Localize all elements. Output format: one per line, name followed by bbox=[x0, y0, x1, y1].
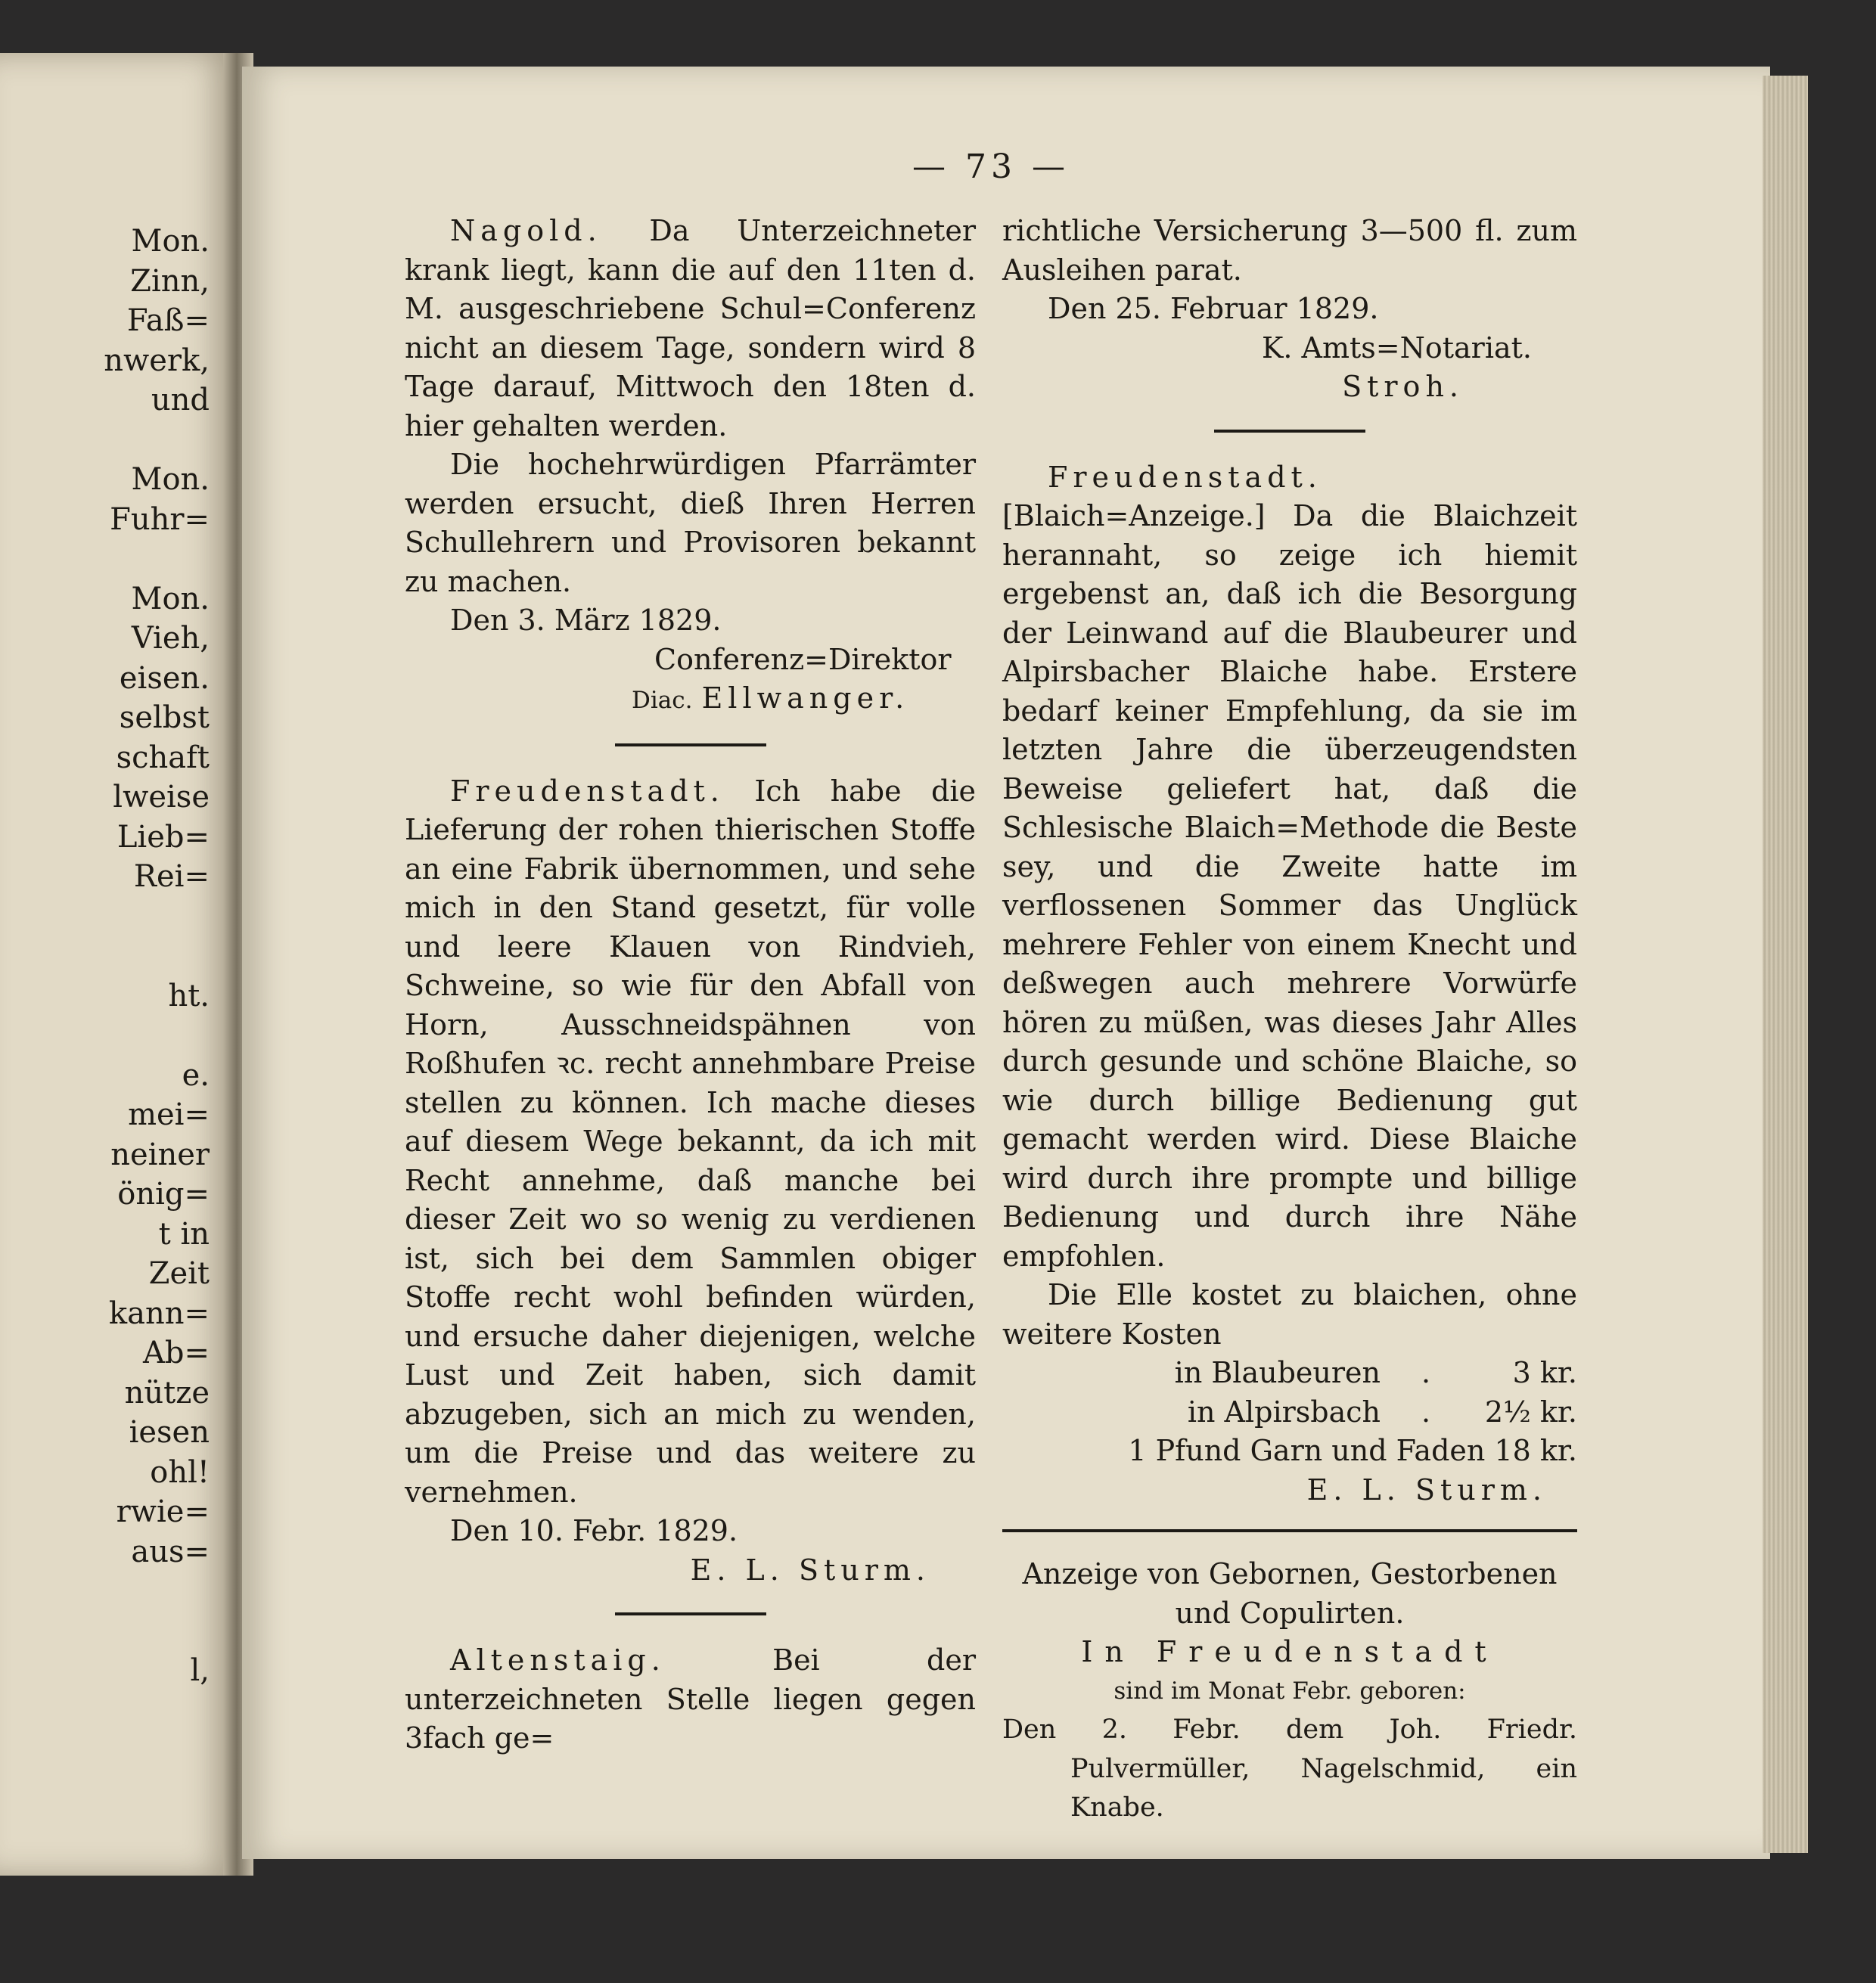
births-entry: Den 2. Febr. dem Joh. Friedr. Pulvermüller, Nagelschmid, ein Knabe. bbox=[1002, 1715, 1577, 1823]
altenstaig-notice bbox=[405, 1641, 976, 1758]
notice-paragraph: Die hochehrwürdigen Pfarrämter werden ersucht, dieß Ihren Herren Schullehrern und Provisoren bekannt zu machen. bbox=[405, 448, 976, 598]
notice-text: [Blaich=Anzeige.] Da die Blaichzeit herannaht, so zeige ich hiemit ergebenst an, daß ich die Besorgung der Leinwand auf die Blaubeurer und Alpirsbacher Blaiche habe. Erstere bedarf keiner Empfehlung, da sie im letzten Jahre die überzeugendsten Beweise geliefert hat, daß die Schlesische Blaich=Methode die Beste sey, und die Zweite hatte im verflossenen Sommer das Unglück mehrere Fehler von einem Knecht und deßwegen auch mehrere Vorwürfe hören zu müßen, was dieses Jahr Alles durch gesunde und schöne Blaiche, so wie durch billige Bedienung gut gemacht werden wird. Diese Blaiche wird durch ihre prompte und billige Bedienung und durch ihre Nähe empfohlen. bbox=[1002, 499, 1577, 1273]
price-place: in Alpirsbach bbox=[1187, 1395, 1381, 1429]
freudenstadt-notice bbox=[405, 772, 976, 1513]
notice-lead: Freudenstadt. bbox=[450, 774, 725, 808]
notice-lead: Freudenstadt. bbox=[1048, 460, 1322, 494]
left-page-fragment: nwerk, bbox=[104, 343, 210, 378]
notice-lead: Altenstaig. bbox=[450, 1643, 666, 1677]
left-page-fragment: Ab= bbox=[142, 1336, 210, 1370]
left-page-fragment: e. bbox=[182, 1057, 210, 1093]
left-page-fragment: aus= bbox=[131, 1534, 210, 1569]
signature-name: Ellwanger. bbox=[701, 681, 910, 715]
births-heading: Anzeige von Gebornen, Gestorbenen und Copulirten. bbox=[1022, 1557, 1558, 1630]
left-page-fragment: eisen. bbox=[119, 660, 210, 696]
price-dots: . bbox=[1421, 1395, 1431, 1429]
left-page-fragment: Vieh, bbox=[131, 621, 210, 656]
blaich-notice bbox=[1002, 458, 1577, 1277]
signature-name: E. L. Sturm. bbox=[1306, 1473, 1547, 1507]
left-page-fragment: kann= bbox=[108, 1296, 210, 1331]
left-page-fragment: lweise bbox=[113, 780, 210, 815]
signature-title: K. Amts=Notariat. bbox=[1261, 330, 1532, 365]
left-page-fragment: und bbox=[151, 383, 210, 417]
price-place: in Blaubeuren bbox=[1174, 1356, 1381, 1389]
signature-prefix: Diac. bbox=[632, 687, 693, 714]
left-page-fragment: ohl! bbox=[150, 1454, 210, 1490]
signature-name: E. L. Sturm. bbox=[690, 1553, 930, 1587]
notice-continuation: richtliche Versicherung 3—500 fl. zum Ausleihen parat. bbox=[1002, 214, 1577, 287]
left-page-fragment: Mon. bbox=[131, 462, 210, 497]
yarn-price: 1 Pfund Garn und Faden 18 kr. bbox=[1128, 1434, 1577, 1467]
section-divider bbox=[1002, 1529, 1577, 1532]
notice-date: Den 3. März 1829. bbox=[450, 604, 722, 637]
nagold-notice bbox=[405, 212, 976, 445]
births-place: In Freudenstadt bbox=[1081, 1635, 1499, 1668]
left-page-fragment: selbst bbox=[119, 700, 210, 735]
section-divider bbox=[615, 743, 766, 746]
left-page-fragment: rwie= bbox=[116, 1494, 210, 1529]
price-intro: Die Elle kostet zu blaichen, ohne weitere Kosten bbox=[1002, 1278, 1577, 1351]
left-page-fragment: neiner bbox=[110, 1137, 210, 1172]
births-subheading: sind im Monat Febr. geboren: bbox=[1113, 1677, 1466, 1705]
left-page-fragment: Fuhr= bbox=[110, 501, 210, 537]
left-page-fragment: schaft bbox=[116, 740, 210, 775]
signature-title: Conferenz=Direktor bbox=[654, 642, 952, 676]
left-page-fragment: Zinn, bbox=[130, 263, 210, 299]
left-column bbox=[405, 212, 976, 1758]
notice-date: Den 10. Febr. 1829. bbox=[450, 1514, 738, 1547]
left-page-fragment: Rei= bbox=[133, 859, 210, 894]
left-page-fragment: iesen bbox=[129, 1415, 210, 1450]
signature bbox=[405, 679, 976, 721]
left-page-fragment: t in bbox=[158, 1216, 210, 1252]
price-amount: 3 kr. bbox=[1512, 1356, 1577, 1389]
price-row bbox=[1002, 1354, 1577, 1393]
page-number: — 73 — bbox=[912, 147, 1070, 186]
left-page-fragment: l, bbox=[190, 1653, 210, 1688]
left-page bbox=[0, 53, 238, 1876]
section-divider bbox=[615, 1612, 766, 1615]
left-page-fragment: Zeit bbox=[148, 1256, 210, 1291]
page-edges bbox=[1763, 76, 1808, 1853]
notice-text: Da Unterzeichneter krank liegt, kann die auf den 11ten d. M. ausgeschriebene Schul=Conferenz nicht an diesem Tage, sondern wird 8 Tage darauf, Mittwoch den 18ten d. hier gehalten werden. bbox=[405, 214, 976, 442]
notice-date: Den 25. Februar 1829. bbox=[1048, 292, 1379, 325]
signature-name: Stroh. bbox=[1342, 370, 1464, 403]
left-page-fragment: nütze bbox=[124, 1375, 210, 1410]
price-row bbox=[1002, 1393, 1577, 1432]
price-amount: 2½ kr. bbox=[1484, 1395, 1577, 1429]
left-page-fragment: Mon. bbox=[131, 581, 210, 616]
left-page-fragment: Faß= bbox=[126, 303, 210, 338]
left-page-fragment: Mon. bbox=[131, 224, 210, 259]
section-divider bbox=[1214, 430, 1365, 433]
notice-text: Ich habe die Lieferung der rohen thierischen Stoffe an eine Fabrik übernommen, und sehe mich in den Stand gesetzt, für volle und leere Klauen von Rindvieh, Schweine, so wie für den Abfall von Horn, Ausschneidspähnen von Roßhufen ꝛc. recht annehmbare Preise stellen zu können. Ich mache dieses auf diesem Wege bekannt, da ich mit Recht annehme, daß manche bei dieser Zeit wo so wenig zu verdienen ist, sich bei dem Sammlen obiger Stoffe recht wohl befinden würden, und ersuche daher diejenigen, welche Lust und Zeit haben, sich damit abzugeben, sich an mich zu wenden, um die Preise und das weitere zu vernehmen. bbox=[405, 774, 976, 1509]
notice-text: Bei der unterzeichneten Stelle liegen gegen 3fach ge= bbox=[405, 1643, 976, 1755]
right-column bbox=[1002, 212, 1577, 1828]
left-page-fragment: önig= bbox=[117, 1177, 210, 1212]
left-page-fragment: ht. bbox=[168, 978, 210, 1013]
left-page-fragment: mei= bbox=[128, 1097, 210, 1132]
left-page-fragment: Lieb= bbox=[116, 819, 210, 855]
notice-lead: Nagold. bbox=[450, 214, 602, 247]
price-dots: . bbox=[1421, 1356, 1431, 1389]
